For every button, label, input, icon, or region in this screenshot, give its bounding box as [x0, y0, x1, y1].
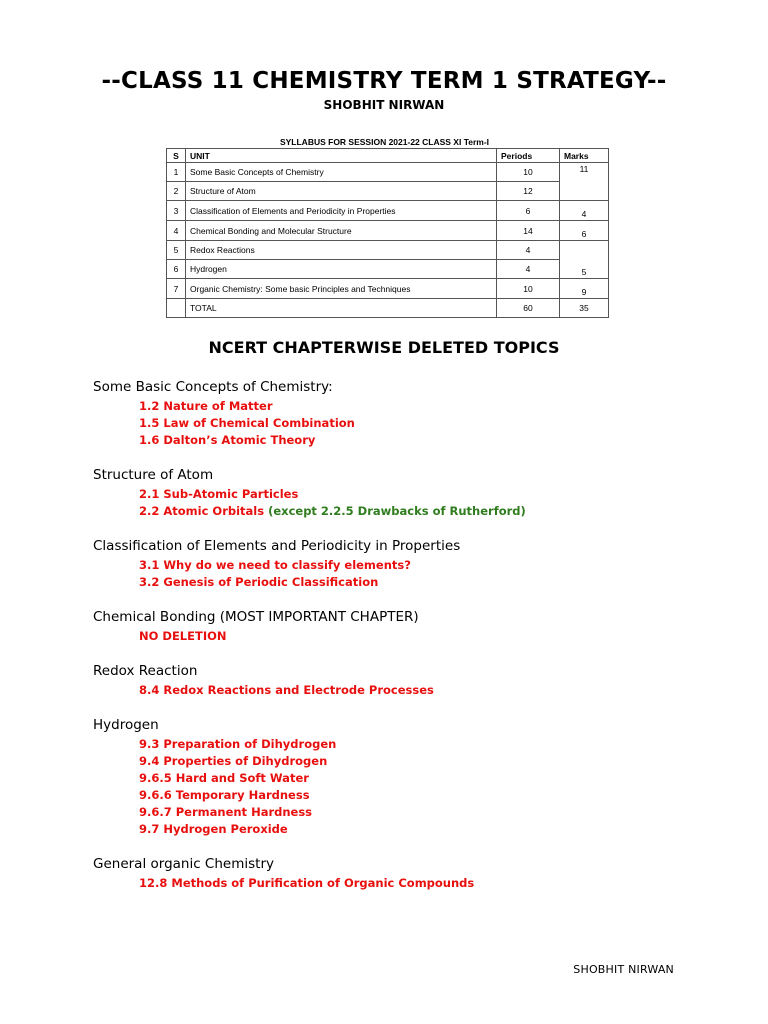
cell-marks: 11 — [560, 163, 609, 201]
deleted-topic: 12.8 Methods of Purification of Organic Compounds — [139, 876, 475, 890]
deleted-topics-heading: NCERT CHAPTERWISE DELETED TOPICS — [208, 338, 560, 357]
section-structure-of-atom — [93, 466, 733, 520]
deleted-topics-list — [93, 378, 733, 909]
section-title: Redox Reaction — [93, 663, 198, 679]
deleted-topic: 9.4 Properties of Dihydrogen — [139, 754, 328, 768]
section-hydrogen — [93, 716, 733, 838]
cell-s: 6 — [167, 260, 186, 279]
cell-s: 7 — [167, 279, 186, 299]
cell-marks: 5 — [560, 241, 609, 279]
cell-periods: 14 — [497, 221, 560, 241]
header-marks: Marks — [560, 149, 609, 163]
exception-note: (except 2.2.5 Drawbacks of Rutherford) — [268, 504, 526, 518]
syllabus-caption: SYLLABUS FOR SESSION 2021-22 CLASS XI Term-I — [279, 137, 490, 147]
footer-author: SHOBHIT NIRWAN — [573, 963, 674, 976]
cell-marks: 9 — [560, 279, 609, 299]
cell-periods: 10 — [497, 163, 560, 182]
deleted-topic: 9.6.5 Hard and Soft Water — [139, 771, 309, 785]
deleted-topic: 1.2 Nature of Matter — [139, 399, 273, 413]
cell-unit: Classification of Elements and Periodicity in Properties — [186, 201, 497, 221]
table-row — [167, 163, 609, 182]
cell-s — [167, 299, 186, 318]
deleted-topic: 3.2 Genesis of Periodic Classification — [139, 575, 379, 589]
table-row — [167, 279, 609, 299]
cell-periods: 10 — [497, 279, 560, 299]
cell-unit: Hydrogen — [186, 260, 497, 279]
section-title: Structure of Atom — [93, 467, 214, 483]
cell-unit: Redox Reactions — [186, 241, 497, 260]
cell-periods: 12 — [497, 182, 560, 201]
cell-unit: Some Basic Concepts of Chemistry — [186, 163, 497, 182]
cell-s: 1 — [167, 163, 186, 182]
deleted-topic: 9.6.7 Permanent Hardness — [139, 805, 313, 819]
cell-s: 4 — [167, 221, 186, 241]
section-title: Classification of Elements and Periodicity in Properties — [93, 538, 461, 554]
cell-s: 2 — [167, 182, 186, 201]
section-title: Some Basic Concepts of Chemistry: — [93, 379, 333, 395]
syllabus-table — [166, 148, 609, 318]
total-periods: 60 — [497, 299, 560, 318]
table-row — [167, 201, 609, 221]
deleted-topic: 8.4 Redox Reactions and Electrode Processes — [139, 683, 434, 697]
cell-s: 3 — [167, 201, 186, 221]
deleted-topic: 9.3 Preparation of Dihydrogen — [139, 737, 337, 751]
table-header-row — [167, 149, 609, 163]
table-row — [167, 241, 609, 260]
total-marks: 35 — [560, 299, 609, 318]
total-label: TOTAL — [186, 299, 497, 318]
deleted-topic: 1.5 Law of Chemical Combination — [139, 416, 355, 430]
cell-unit: Structure of Atom — [186, 182, 497, 201]
cell-s: 5 — [167, 241, 186, 260]
page-title: --CLASS 11 CHEMISTRY TERM 1 STRATEGY-- — [101, 68, 667, 94]
deleted-topic: 9.6.6 Temporary Hardness — [139, 788, 310, 802]
section-classification — [93, 537, 733, 591]
cell-marks: 4 — [560, 201, 609, 221]
deleted-topic: 9.7 Hydrogen Peroxide — [139, 822, 288, 836]
cell-unit: Organic Chemistry: Some basic Principles and Techniques — [186, 279, 497, 299]
cell-periods: 4 — [497, 260, 560, 279]
section-chemical-bonding — [93, 608, 733, 645]
section-title: Hydrogen — [93, 717, 159, 733]
table-total-row — [167, 299, 609, 318]
deleted-topic-label: 2.2 Atomic Orbitals — [139, 504, 265, 518]
section-title: Chemical Bonding (MOST IMPORTANT CHAPTER) — [93, 609, 419, 625]
cell-periods: 6 — [497, 201, 560, 221]
cell-unit: Chemical Bonding and Molecular Structure — [186, 221, 497, 241]
deleted-topic-with-note — [139, 503, 733, 520]
deleted-topic: NO DELETION — [139, 629, 227, 643]
table-row — [167, 221, 609, 241]
table-row — [167, 182, 609, 201]
section-title: General organic Chemistry — [93, 856, 274, 872]
deleted-topic: 1.6 Dalton’s Atomic Theory — [139, 433, 316, 447]
deleted-topic: 3.1 Why do we need to classify elements? — [139, 558, 411, 572]
cell-periods: 4 — [497, 241, 560, 260]
section-basic-concepts — [93, 378, 733, 449]
deleted-topic: 2.1 Sub-Atomic Particles — [139, 487, 299, 501]
table-row — [167, 260, 609, 279]
section-organic-chemistry — [93, 855, 733, 892]
author-name: SHOBHIT NIRWAN — [323, 98, 445, 112]
header-unit: UNIT — [186, 149, 497, 163]
header-periods: Periods — [497, 149, 560, 163]
section-redox-reaction — [93, 662, 733, 699]
cell-marks: 6 — [560, 221, 609, 241]
header-s: S — [167, 149, 186, 163]
